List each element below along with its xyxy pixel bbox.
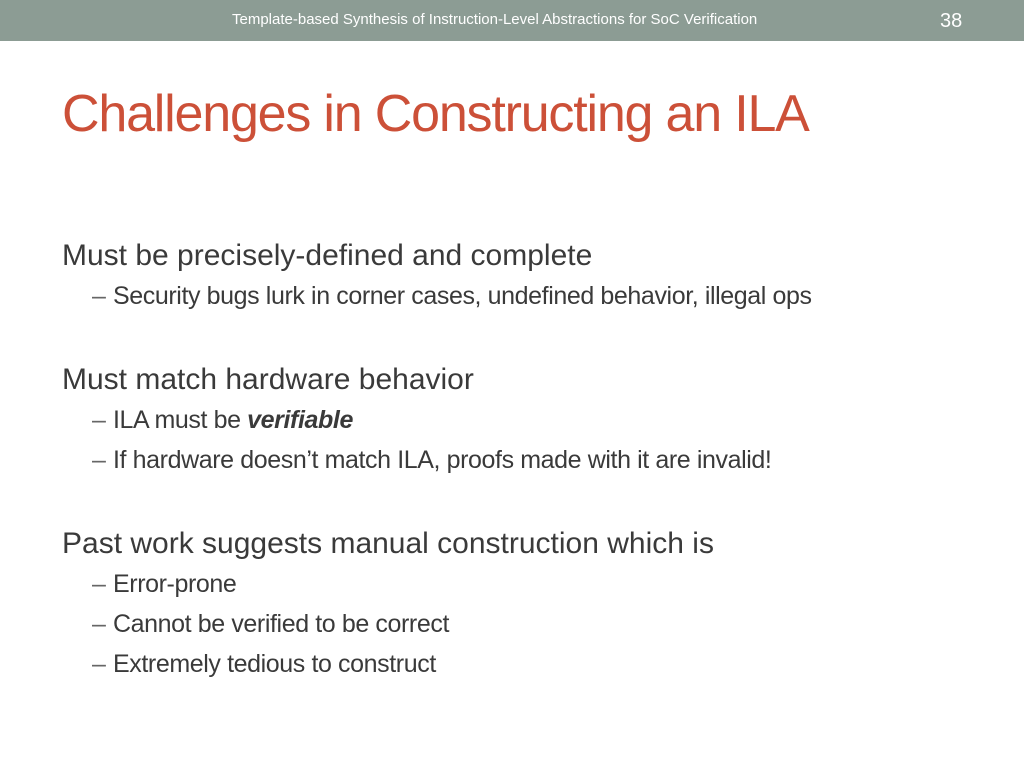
sub-bullet xyxy=(62,644,1002,684)
sub-bullet-text: Security bugs lurk in corner cases, undefined behavior, illegal ops xyxy=(113,282,812,310)
dash-bullet-icon: – xyxy=(92,570,106,598)
dash-bullet-icon: – xyxy=(92,406,106,434)
header-bar xyxy=(0,0,1024,41)
sub-bullet xyxy=(62,604,1002,644)
sub-bullet-text: Cannot be verified to be correct xyxy=(113,610,450,638)
sub-bullet-list xyxy=(62,276,1002,316)
slide-title: Challenges in Constructing an ILA xyxy=(62,85,809,143)
sub-bullet-text: Extremely tedious to construct xyxy=(113,650,436,678)
main-bullet: Must be precisely-defined and complete xyxy=(62,239,593,272)
sub-bullet xyxy=(62,276,1002,316)
dash-bullet-icon: – xyxy=(92,650,106,678)
slide-number: 38 xyxy=(940,10,963,32)
sub-bullet-text: If hardware doesn’t match ILA, proofs made with it are invalid! xyxy=(113,446,772,474)
dash-bullet-icon: – xyxy=(92,446,106,474)
dash-bullet-icon: – xyxy=(92,610,106,638)
main-bullet: Past work suggests manual construction which is xyxy=(62,527,714,560)
sub-bullet xyxy=(62,440,1002,480)
bullet-section-precision xyxy=(62,236,1002,316)
sub-bullet-text: Error-prone xyxy=(113,570,237,598)
sub-bullet xyxy=(62,564,1002,604)
main-bullet: Must match hardware behavior xyxy=(62,363,474,396)
sub-bullet-list xyxy=(62,400,1002,480)
dash-bullet-icon: – xyxy=(92,282,106,310)
sub-bullet xyxy=(62,400,1002,440)
sub-bullet-text: ILA must be xyxy=(113,406,248,434)
presentation-title: Template-based Synthesis of Instruction-Level Abstractions for SoC Verification xyxy=(232,11,758,28)
emphasized-text: verifiable xyxy=(247,406,353,434)
bullet-section-past-work xyxy=(62,524,1002,684)
sub-bullet-list xyxy=(62,564,1002,684)
slide-content xyxy=(62,236,1002,684)
bullet-section-hardware xyxy=(62,360,1002,480)
